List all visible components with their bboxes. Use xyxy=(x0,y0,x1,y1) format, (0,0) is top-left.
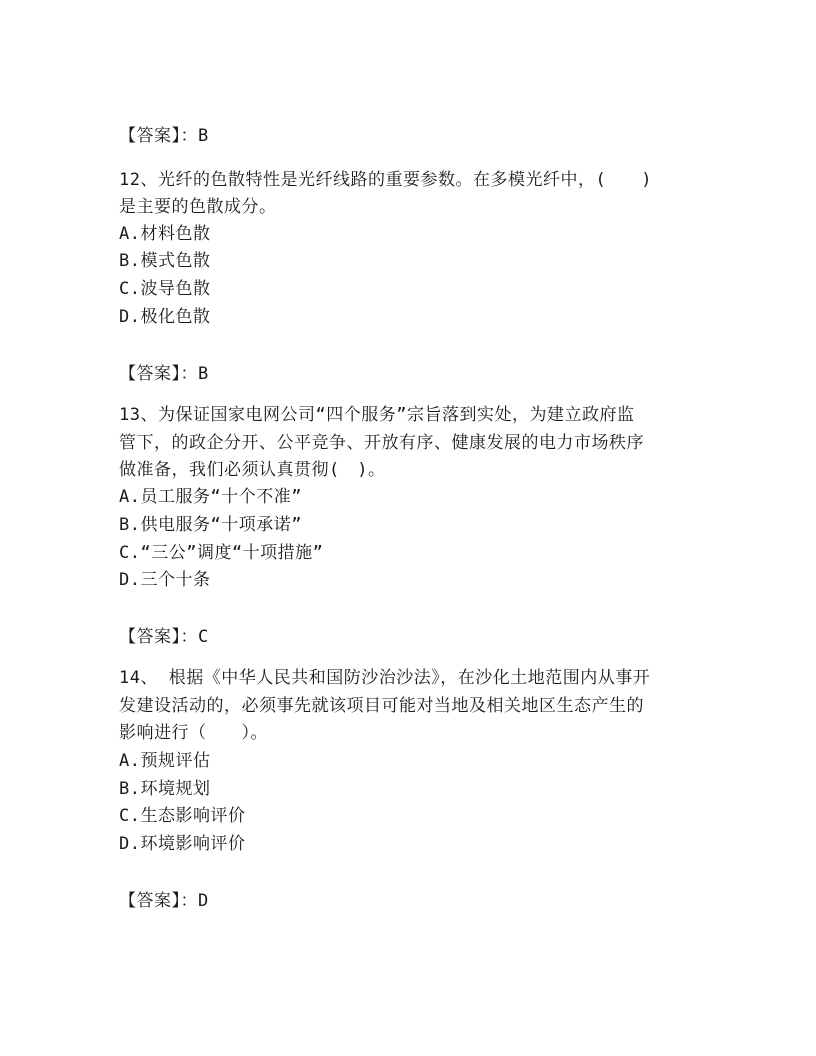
question-14-stem-line-2: 发建设活动的，必须事先就该项目可能对当地及相关地区生态产生的 xyxy=(119,696,644,716)
question-14-option-c: C.生态影响评价 xyxy=(119,806,246,826)
question-13-stem-line-3: 做准备，我们必须认真贯彻( )。 xyxy=(119,460,386,480)
question-12-answer: 【答案】：B xyxy=(119,364,209,384)
question-13-option-a: A.员工服务“十个不准” xyxy=(119,487,302,507)
question-14-stem-line-3: 影响进行（ ）。 xyxy=(119,723,268,743)
question-12-option-a: A.材料色散 xyxy=(119,224,211,244)
question-13-answer: 【答案】：C xyxy=(119,627,209,647)
question-14-answer: 【答案】：D xyxy=(119,891,209,911)
question-14-option-d: D.环境影响评价 xyxy=(119,834,246,854)
question-13-option-b: B.供电服务“十项承诺” xyxy=(119,515,302,535)
question-12-option-b: B.模式色散 xyxy=(119,251,211,271)
question-14-option-a: A.预规评估 xyxy=(119,751,211,771)
answer-previous: 【答案】：B xyxy=(119,126,209,146)
question-12-option-d: D.极化色散 xyxy=(119,307,211,327)
question-13-option-d: D.三个十条 xyxy=(119,570,211,590)
question-14-stem-line-1: 14、 根据《中华人民共和国防沙治沙法》，在沙化土地范围内从事开 xyxy=(119,668,651,688)
question-13-option-c: C.“三公”调度“十项措施” xyxy=(119,543,324,563)
question-12-option-c: C.波导色散 xyxy=(119,279,211,299)
question-12-stem-line-1: 12、光纤的色散特性是光纤线路的重要参数。在多模光纤中，( ) xyxy=(119,170,652,190)
question-12-stem-line-2: 是主要的色散成分。 xyxy=(119,197,277,217)
question-13-stem-line-2: 管下，的政企分开、公平竞争、开放有序、健康发展的电力市场秩序 xyxy=(119,433,644,453)
question-13-stem-line-1: 13、为保证国家电网公司“四个服务”宗旨落到实处，为建立政府监 xyxy=(119,405,635,425)
question-14-option-b: B.环境规划 xyxy=(119,779,211,799)
